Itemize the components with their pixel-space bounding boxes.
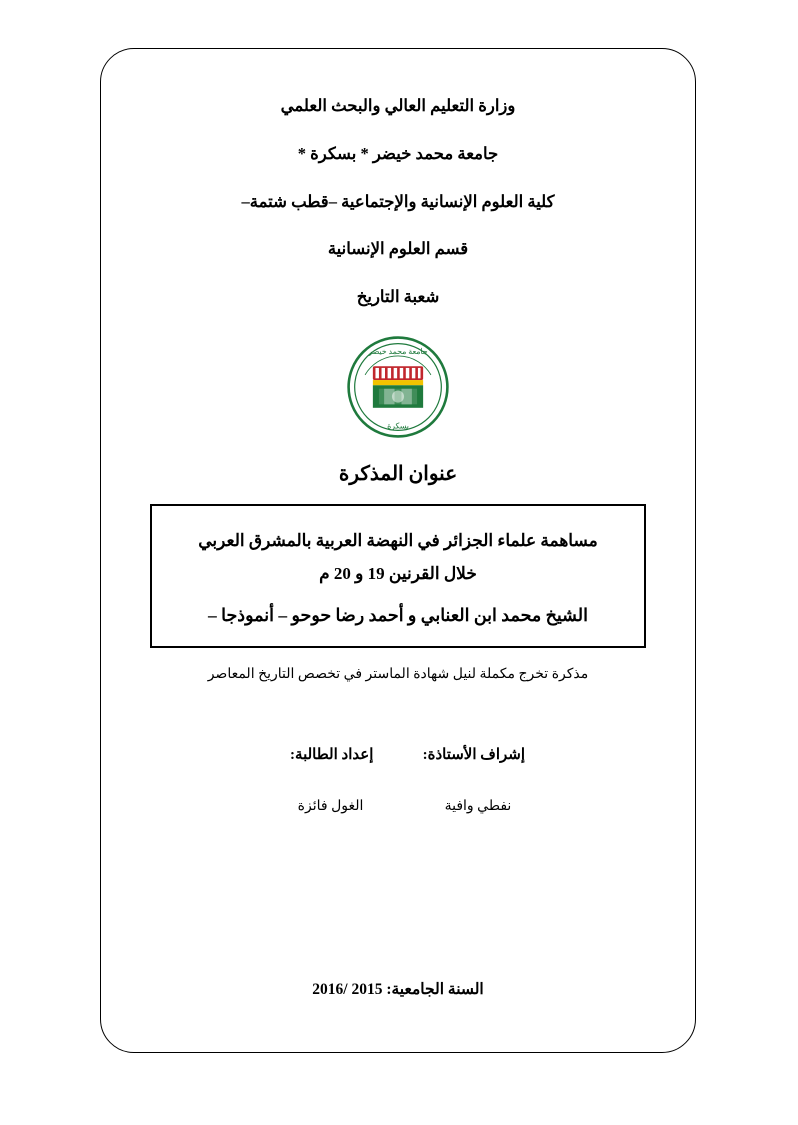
thesis-title-line-2: خلال القرنين 19 و 20 م bbox=[319, 564, 477, 584]
ministry-line: وزارة التعليم العالي والبحث العلمي bbox=[280, 96, 516, 115]
student-name: الغول فائزة bbox=[297, 799, 364, 815]
thesis-title-box bbox=[150, 504, 646, 648]
svg-text:جامعة محمد خيضر: جامعة محمد خيضر bbox=[368, 347, 428, 357]
supervisor-name: نفطي وافية bbox=[444, 799, 512, 815]
thesis-title-line-1: مساهمة علماء الجزائر في النهضة العربية بالمشرق العربي bbox=[198, 530, 598, 550]
branch-line: شعبة التاريخ bbox=[356, 287, 440, 307]
thesis-title-line-3: الشيخ محمد ابن العنابي و أحمد رضا حوحو – أنموذجا – bbox=[208, 605, 588, 626]
university-seal-icon bbox=[346, 335, 450, 439]
university-logo-container bbox=[140, 335, 656, 439]
university-line: جامعة محمد خيضر * بسكرة * bbox=[297, 143, 499, 163]
supervisor-label: إشراف الأستاذة: bbox=[422, 747, 526, 764]
signature-row bbox=[152, 745, 644, 815]
svg-text:بسكرة: بسكرة bbox=[387, 421, 409, 431]
academic-year: السنة الجامعية: 2015 /2016 bbox=[312, 981, 484, 998]
student-label: إعداد الطالبة: bbox=[290, 747, 374, 764]
student-block bbox=[152, 745, 373, 815]
supervisor-block bbox=[423, 745, 644, 815]
cover-page-content bbox=[100, 48, 696, 1053]
degree-note: مذكرة تخرج مكملة لنيل شهادة الماستر في تخصص التاريخ المعاصر bbox=[207, 667, 589, 683]
memo-title-label: عنوان المذكرة bbox=[338, 462, 458, 485]
department-line: قسم العلوم الإنسانية bbox=[327, 239, 469, 259]
faculty-line: كلية العلوم الإنسانية والإجتماعية –قطب شتمة– bbox=[241, 191, 555, 211]
